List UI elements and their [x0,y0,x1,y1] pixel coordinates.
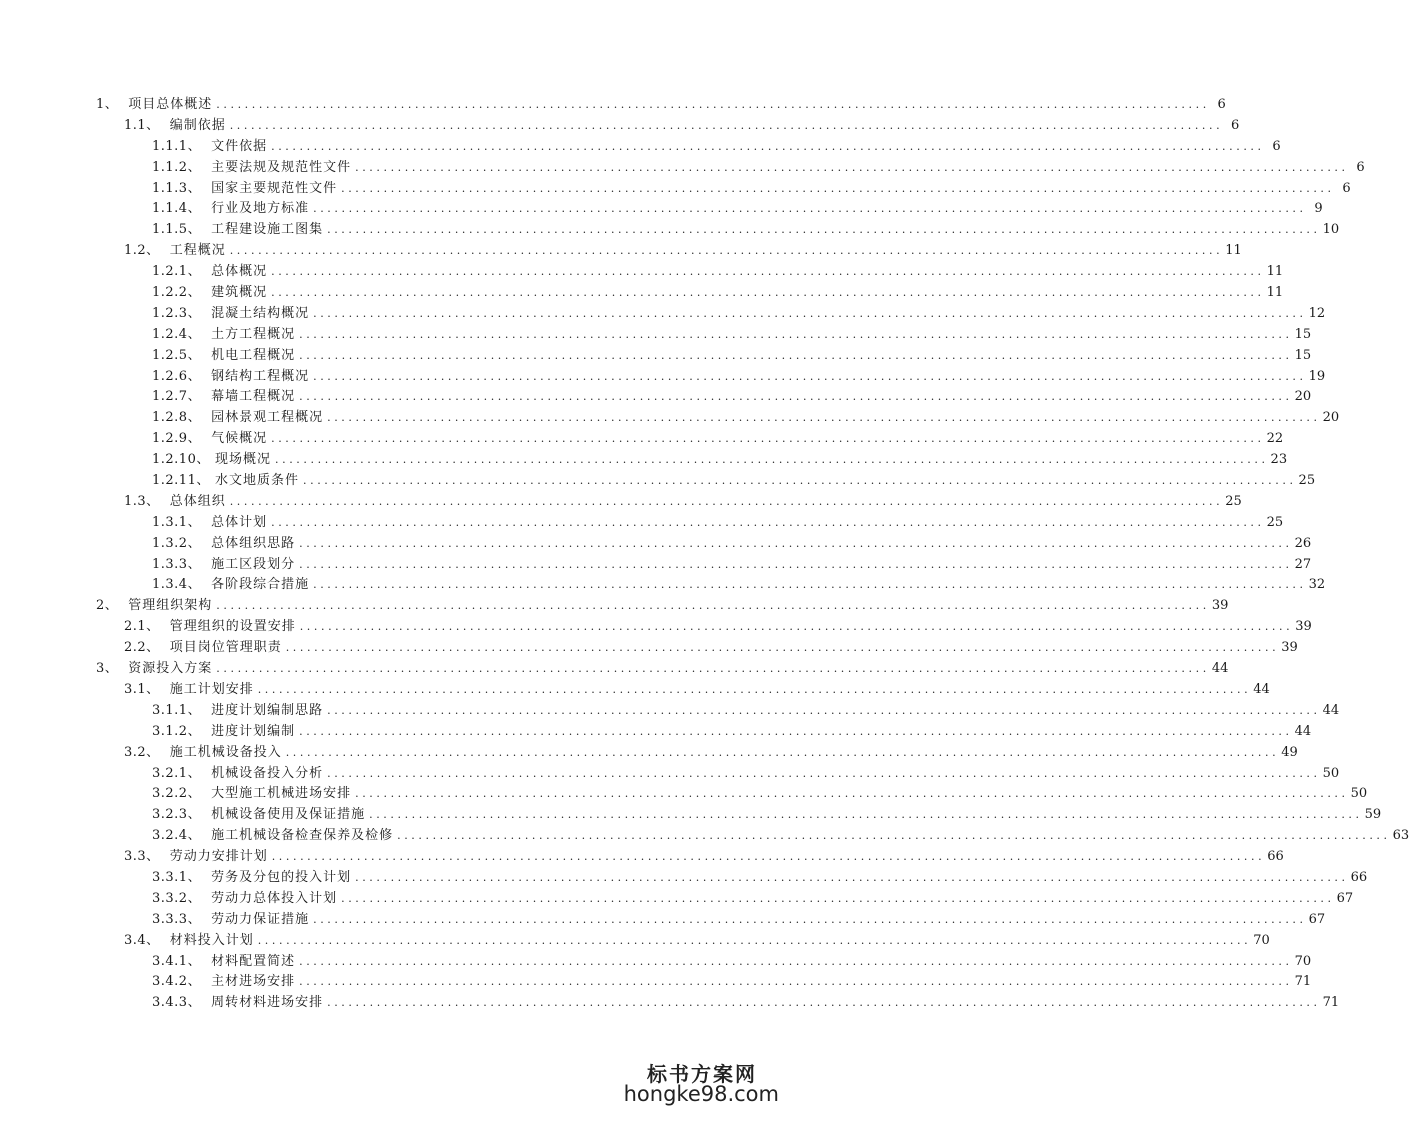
toc-entry[interactable] [0,158,1365,179]
toc-entry-number: 3.1.1、 [152,702,202,718]
toc-entry-number: 1.1.4、 [152,201,202,217]
toc-entry-number: 1.2.10、 [152,452,210,468]
toc-entry-page: 70 [1294,953,1312,969]
toc-entry[interactable] [0,555,1312,576]
toc-entry-title: 施工计划安排 [169,681,254,697]
toc-dot-leader: ............................................................................................................................................ [271,850,1266,864]
toc-entry-title: 各阶段综合措施 [211,577,310,593]
toc-entry-number: 3.3.2、 [152,890,202,906]
toc-entry-title: 总体组织思路 [211,535,296,551]
toc-entry-number: 3.1、 [124,681,160,697]
toc-dot-leader: ............................................................................................................................................ [299,724,1293,738]
toc-entry-title: 园林景观工程概况 [211,410,324,426]
toc-entry-number: 3.2.3、 [152,807,202,823]
toc-dot-leader: ............................................................................................................................................ [299,954,1293,968]
toc-entry-page: 6 [1272,138,1281,154]
toc-entry[interactable] [0,450,1288,471]
toc-entry-title: 施工机械设备检查保养及检修 [211,828,394,844]
toc-entry-number: 1.1.5、 [152,222,202,238]
toc-entry[interactable] [0,722,1312,743]
toc-dot-leader: ............................................................................................................................................ [299,975,1293,989]
watermark-logo [623,1058,779,1114]
toc-entry-page: 23 [1270,452,1288,468]
toc-entry-page: 50 [1322,765,1340,781]
toc-dot-leader: ............................................................................................................................................ [275,453,1269,467]
toc-dot-leader: ............................................................................................................................................ [341,181,1335,195]
toc-entry-title: 气候概况 [211,431,268,447]
toc-entry-page: 70 [1253,932,1270,948]
toc-entry-number: 3.2、 [124,744,160,760]
toc-entry-number: 1.2.2、 [152,285,202,301]
toc-entry-page: 59 [1364,807,1382,823]
toc-entry-page: 67 [1308,911,1326,927]
toc-entry[interactable] [0,805,1382,826]
toc-entry[interactable] [0,513,1284,534]
toc-entry[interactable] [0,346,1312,367]
toc-entry[interactable] [0,910,1326,931]
toc-entry-number: 1.1.1、 [152,138,202,154]
toc-entry[interactable] [0,847,1284,868]
toc-entry-title: 国家主要规范性文件 [211,180,338,196]
toc-entry-page: 9 [1314,201,1323,217]
toc-entry-title: 劳务及分包的投入计划 [211,869,352,885]
toc-entry-title: 幕墙工程概况 [211,389,296,405]
toc-entry[interactable] [0,617,1312,638]
toc-entry-number: 1.1、 [124,117,160,133]
toc-dot-leader: ............................................................................................................................................ [271,286,1265,300]
toc-dot-leader: ............................................................................................................................................ [313,306,1307,320]
toc-dot-leader: ............................................................................................................................................ [313,202,1307,216]
toc-entry-page: 6 [1356,159,1365,175]
toc-entry-title: 主要法规及规范性文件 [211,159,352,175]
toc-dot-leader: ............................................................................................................................................ [257,682,1252,696]
toc-entry-title: 总体计划 [211,514,268,530]
toc-dot-leader: ............................................................................................................................................ [299,348,1293,362]
toc-entry-title: 大型施工机械进场安排 [211,786,352,802]
toc-entry-number: 2、 [96,598,119,614]
toc-entry-title: 行业及地方标准 [211,201,310,217]
toc-entry-page: 63 [1392,828,1409,844]
toc-entry-page: 71 [1322,995,1340,1011]
toc-entry-number: 1.2.6、 [152,368,202,384]
toc-dot-leader: ............................................................................................................................................ [313,578,1307,592]
toc-dot-leader: ............................................................................................................................................ [216,662,1210,676]
toc-entry-title: 进度计划编制思路 [211,702,324,718]
toc-entry[interactable] [0,638,1298,659]
toc-entry-title: 土方工程概况 [211,326,296,342]
toc-entry-page: 49 [1281,744,1298,760]
toc-entry-number: 1.2.11、 [152,473,210,489]
toc-dot-leader: ............................................................................................................................................ [299,536,1293,550]
toc-entry-number: 3.3、 [124,849,160,865]
toc-entry[interactable] [0,241,1242,262]
toc-entry[interactable] [0,199,1323,220]
toc-entry[interactable] [0,304,1326,325]
toc-entry[interactable] [0,179,1351,200]
toc-entry-title: 管理组织的设置安排 [169,619,296,635]
toc-entry-title: 编制依据 [169,117,226,133]
toc-entry-number: 3.1.2、 [152,723,202,739]
toc-entry-number: 1.2.1、 [152,264,202,280]
toc-entry-title: 资源投入方案 [128,661,213,677]
toc-entry-title: 周转材料进场安排 [211,995,324,1011]
toc-entry-number: 1.3.2、 [152,535,202,551]
toc-entry-number: 1.2.3、 [152,305,202,321]
toc-entry-title: 工程概况 [169,243,226,259]
toc-entry[interactable] [0,826,1409,847]
toc-entry-title: 混凝土结构概况 [211,305,310,321]
toc-entry-number: 3.4.3、 [152,995,202,1011]
toc-dot-leader: ............................................................................................................................................ [257,933,1252,947]
toc-dot-leader: ............................................................................................................................................ [216,98,1210,111]
toc-entry-number: 1.2、 [124,243,160,259]
toc-entry-page: 6 [1342,180,1351,196]
toc-entry-page: 44 [1294,723,1312,739]
toc-dot-leader: ............................................................................................................................................ [285,641,1280,655]
toc-entry-page: 25 [1225,493,1242,509]
toc-dot-leader: ............................................................................................................................................ [229,494,1224,508]
toc-entry-number: 1.1.2、 [152,159,202,175]
toc-entry-page: 50 [1350,786,1368,802]
toc-entry[interactable] [0,993,1340,1014]
toc-dot-leader: ............................................................................................................................................ [285,745,1280,759]
toc-entry[interactable] [0,387,1312,408]
toc-entry-title: 机械设备使用及保证措施 [211,807,366,823]
toc-entry[interactable] [0,972,1312,993]
toc-entry[interactable] [0,262,1284,283]
toc-entry-page: 15 [1294,326,1312,342]
toc-entry-number: 1.2.9、 [152,431,202,447]
toc-entry-page: 44 [1253,681,1270,697]
toc-dot-leader: ............................................................................................................................................ [355,787,1349,801]
toc-dot-leader: ............................................................................................................................................ [327,223,1321,237]
toc-entry-title: 建筑概况 [211,285,268,301]
toc-dot-leader: ............................................................................................................................................ [299,557,1293,571]
toc-entry-number: 1.3.3、 [152,556,202,572]
toc-entry[interactable] [0,492,1242,513]
toc-entry-title: 水文地质条件 [215,473,300,489]
toc-entry-title: 现场概况 [215,452,272,468]
toc-dot-leader: ............................................................................................................................................ [303,474,1297,488]
toc-entry[interactable] [0,471,1316,492]
toc-entry-page: 66 [1267,849,1284,865]
toc-entry[interactable] [0,784,1368,805]
toc-entry-title: 劳动力安排计划 [169,849,268,865]
toc-entry-number: 2.2、 [124,640,160,656]
toc-entry-title: 材料配置简述 [211,953,296,969]
toc-entry-title: 机械设备投入分析 [211,765,324,781]
toc-entry-page: 11 [1225,243,1242,259]
toc-entry[interactable] [0,764,1340,785]
toc-entry-title: 管理组织架构 [128,598,213,614]
toc-dot-leader: ............................................................................................................................................ [271,432,1265,446]
toc-entry-number: 1、 [96,97,119,112]
toc-entry[interactable] [0,137,1281,158]
toc-entry-number: 2.1、 [124,619,160,635]
toc-entry[interactable] [0,680,1270,701]
toc-entry[interactable] [0,889,1354,910]
toc-dot-leader: ............................................................................................................................................ [355,870,1349,884]
toc-entry-page: 39 [1211,598,1229,614]
toc-entry-page: 6 [1217,97,1226,112]
toc-dot-leader: ............................................................................................................................................ [313,912,1307,926]
toc-entry[interactable] [0,659,1229,680]
toc-entry-number: 3.4.2、 [152,974,202,990]
toc-dot-leader: ............................................................................................................................................ [299,620,1294,634]
toc-dot-leader: ............................................................................................................................................ [355,160,1349,174]
toc-entry[interactable] [0,429,1284,450]
toc-entry[interactable] [0,701,1340,722]
toc-dot-leader: ............................................................................................................................................ [327,703,1321,717]
toc-entry-page: 44 [1211,661,1229,677]
toc-entry-title: 施工区段划分 [211,556,296,572]
toc-entry-page: 10 [1322,222,1340,238]
toc-entry-title: 项目岗位管理职责 [169,640,282,656]
toc-entry-number: 3.4.1、 [152,953,202,969]
toc-dot-leader: ............................................................................................................................................ [229,244,1224,258]
toc-dot-leader: ............................................................................................................................................ [271,265,1265,279]
toc-entry-number: 1.2.8、 [152,410,202,426]
toc-entry-page: 26 [1294,535,1312,551]
toc-entry-title: 钢结构工程概况 [211,368,310,384]
toc-entry-page: 11 [1266,264,1284,280]
toc-entry-title: 劳动力保证措施 [211,911,310,927]
toc-entry-number: 3.4、 [124,932,160,948]
toc-entry-page: 71 [1294,974,1312,990]
toc-entry-page: 67 [1336,890,1354,906]
toc-entry-title: 主材进场安排 [211,974,296,990]
toc-entry-page: 12 [1308,305,1326,321]
toc-dot-leader: ............................................................................................................................................ [327,996,1321,1010]
toc-dot-leader: ............................................................................................................................................ [327,766,1321,780]
toc-dot-leader: ............................................................................................................................................ [299,327,1293,341]
toc-dot-leader: ............................................................................................................................................ [299,390,1293,404]
toc-entry-page: 20 [1322,410,1340,426]
toc-entry[interactable] [0,534,1312,555]
toc-entry[interactable] [0,116,1240,137]
toc-entry[interactable] [0,95,1226,116]
toc-dot-leader: ............................................................................................................................................ [216,599,1210,613]
toc-entry-number: 1.2.7、 [152,389,202,405]
toc-entry-page: 32 [1308,577,1326,593]
toc-entry-number: 3.2.2、 [152,786,202,802]
toc-entry-title: 施工机械设备投入 [169,744,282,760]
toc-entry-title: 文件依据 [211,138,268,154]
toc-entry-title: 工程建设施工图集 [211,222,324,238]
toc-entry-title: 劳动力总体投入计划 [211,890,338,906]
toc-entry-page: 11 [1266,285,1284,301]
toc-entry-title: 总体概况 [211,264,268,280]
toc-entry-number: 1.1.3、 [152,180,202,196]
toc-entry[interactable] [0,408,1340,429]
toc-entry-number: 3、 [96,661,119,677]
toc-entry-title: 总体组织 [169,493,226,509]
toc-entry-title: 进度计划编制 [211,723,296,739]
toc-entry-page: 20 [1294,389,1312,405]
toc-entry-number: 3.3.1、 [152,869,202,885]
toc-entry[interactable] [0,868,1368,889]
toc-entry-page: 25 [1298,473,1316,489]
toc-entry[interactable] [0,325,1312,346]
toc-entry-page: 19 [1308,368,1326,384]
watermark-url: hongke98.com [623,1082,779,1106]
toc-entry[interactable] [0,367,1326,388]
toc-dot-leader: ............................................................................................................................................ [313,369,1307,383]
toc-entry[interactable] [0,220,1340,241]
toc-entry[interactable] [0,952,1312,973]
toc-entry-number: 1.3.4、 [152,577,202,593]
toc-entry-page: 66 [1350,869,1368,885]
toc-entry[interactable] [0,575,1326,596]
toc-dot-leader: ............................................................................................................................................ [397,829,1391,843]
toc-entry-page: 15 [1294,347,1312,363]
toc-entry-page: 25 [1266,514,1284,530]
toc-entry-number: 1.3.1、 [152,514,202,530]
toc-dot-leader: ............................................................................................................................................ [369,808,1363,822]
toc-entry-page: 44 [1322,702,1340,718]
toc-entry[interactable] [0,931,1270,952]
toc-dot-leader: ............................................................................................................................................ [341,891,1335,905]
toc-dot-leader: ............................................................................................................................................ [271,515,1265,529]
toc-entry-number: 1.2.4、 [152,326,202,342]
toc-entry-number: 3.3.3、 [152,911,202,927]
table-of-contents [0,95,1409,1014]
toc-entry-number: 1.3、 [124,493,160,509]
toc-entry-number: 3.2.4、 [152,828,202,844]
toc-entry-number: 3.2.1、 [152,765,202,781]
watermark-name: 标书方案网 [647,1062,757,1086]
toc-entry-title: 材料投入计划 [169,932,254,948]
toc-entry[interactable] [0,283,1284,304]
toc-entry-page: 27 [1294,556,1312,572]
toc-dot-leader: ............................................................................................................................................ [271,139,1265,153]
toc-entry[interactable] [0,743,1298,764]
toc-dot-leader: ............................................................................................................................................ [327,411,1321,425]
toc-entry-page: 39 [1281,640,1298,656]
toc-dot-leader: ............................................................................................................................................ [229,118,1224,132]
toc-entry-title: 项目总体概述 [128,97,213,112]
toc-entry-page: 39 [1295,619,1312,635]
toc-entry-page: 6 [1230,117,1240,133]
toc-entry-number: 1.2.5、 [152,347,202,363]
toc-entry-page: 22 [1266,431,1284,447]
toc-entry-title: 机电工程概况 [211,347,296,363]
toc-entry[interactable] [0,596,1229,617]
